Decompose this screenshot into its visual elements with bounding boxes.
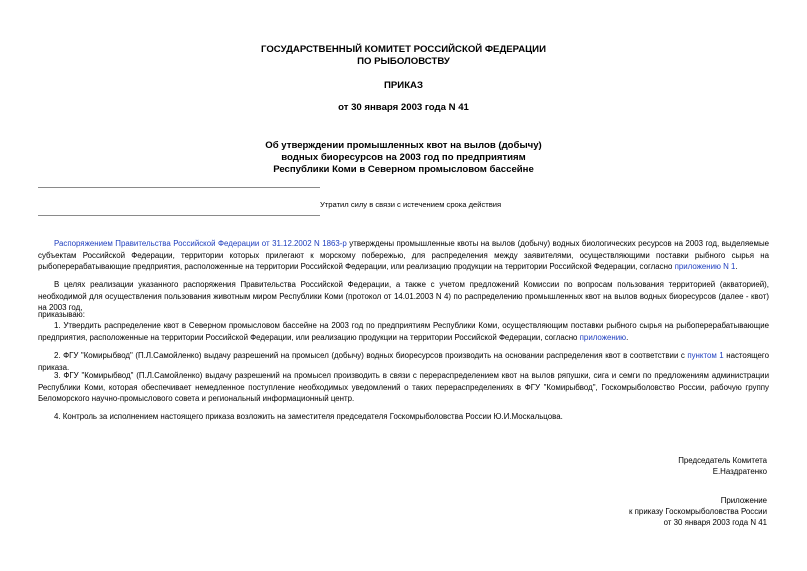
appendix-line1: Приложение bbox=[720, 496, 767, 505]
paragraph-preamble-2: В целях реализации указанного распоряжения Правительства Российской Федерации, а также с учетом предложений Комиссии по вопросам пользования территорией (акваторией), необходимой для осуществления пользования животным миром Республики Коми (протокол от 14.01.2003 N 4) по распределению промышленных квот на вылов водных биоресурсов (далее - квот) на 2003 год, bbox=[38, 280, 769, 313]
paragraph-preamble-1 bbox=[38, 238, 769, 273]
signature-position: Председатель Комитета bbox=[678, 456, 767, 465]
appendix-header bbox=[629, 495, 767, 528]
link-appendix[interactable]: приложению bbox=[579, 332, 627, 342]
paragraph-text: настоящего приказа. bbox=[38, 351, 769, 372]
status-note: Утратил силу в связи с истечением срока действия bbox=[320, 200, 502, 209]
order-item-3: 3. ФГУ "Комирыбвод" (П.Л.Самойленко) выдачу разрешений на промысел производить в связи с перераспределением квот на вылов ряпушки, сига и семги по предложениям администрации Республики Коми, которая обеспечивает немедленное поступление необходимых уведомлений о таких перераспределениях в ФГУ "Комирыбвод", Госкомрыболовство России, рабочую группу Беломорского научно-промыслового совета и региональный информационный центр. bbox=[38, 371, 769, 404]
link-appendix-1[interactable]: приложению N 1 bbox=[674, 262, 736, 272]
link-government-order[interactable]: Распоряжением Правительства Российской Федерации от 31.12.2002 N 1863-р bbox=[54, 239, 347, 248]
signature-name: Е.Наздратенко bbox=[712, 467, 767, 476]
paragraph-text: 1. Утвердить распределение квот в Северном промысловом бассейне на 2003 год по предприятиям Республики Коми, осуществляющим поставки рыбного сырья на рыбоперерабатывающие предприятия, расположенные на территории Российской Федерации, или реализацию продукции на территории Российской Федерации, согласно bbox=[38, 321, 769, 342]
doc-type: ПРИКАЗ bbox=[384, 80, 423, 91]
org-name-line2: ПО РЫБОЛОВСТВУ bbox=[357, 56, 450, 67]
order-item-4: 4. Контроль за исполнением настоящего приказа возложить на заместителя председателя Госкомрыболовства России Ю.И.Москальцова. bbox=[54, 412, 563, 421]
doc-title-line2: водных биоресурсов на 2003 год по предприятиям bbox=[281, 152, 526, 163]
order-word: приказываю: bbox=[38, 310, 85, 319]
paragraph-text: утверждены промышленные квоты на вылов (добычу) водных биологических ресурсов на 2003 год, выделяемые субъектам Российской Федерации, территории которых прилегают к морскому побережью, для распределения между заявителями, осуществляющими поставки рыбного сырья на рыбоперерабатывающие предприятия, расположенные на территории Российской Федерации, или реализацию продукции на территории Российской Федерации, согласно bbox=[38, 239, 769, 272]
divider-top bbox=[38, 187, 320, 188]
org-name-line1: ГОСУДАРСТВЕННЫЙ КОМИТЕТ РОССИЙСКОЙ ФЕДЕРАЦИИ bbox=[261, 44, 546, 55]
paragraph-text: . bbox=[626, 332, 629, 342]
paragraph-text: 2. ФГУ "Комирыбвод" (П.Л.Самойленко) выдачу разрешений на промысел (добычу) водных биоресурсов производить на основании распределения квот в соответствии с bbox=[54, 351, 688, 360]
signature-block bbox=[678, 455, 767, 477]
link-item-1[interactable]: пунктом 1 bbox=[687, 351, 724, 360]
appendix-line3: от 30 января 2003 года N 41 bbox=[663, 518, 767, 527]
doc-title-line3: Республики Коми в Северном промысловом бассейне bbox=[273, 164, 534, 175]
doc-date: от 30 января 2003 года N 41 bbox=[338, 102, 469, 113]
paragraph-text: . bbox=[735, 262, 738, 272]
order-item-1 bbox=[38, 320, 769, 343]
divider-bottom bbox=[38, 215, 320, 216]
appendix-line2: к приказу Госкомрыболовства России bbox=[629, 507, 767, 516]
doc-title-line1: Об утверждении промышленных квот на вылов (добычу) bbox=[265, 140, 542, 151]
